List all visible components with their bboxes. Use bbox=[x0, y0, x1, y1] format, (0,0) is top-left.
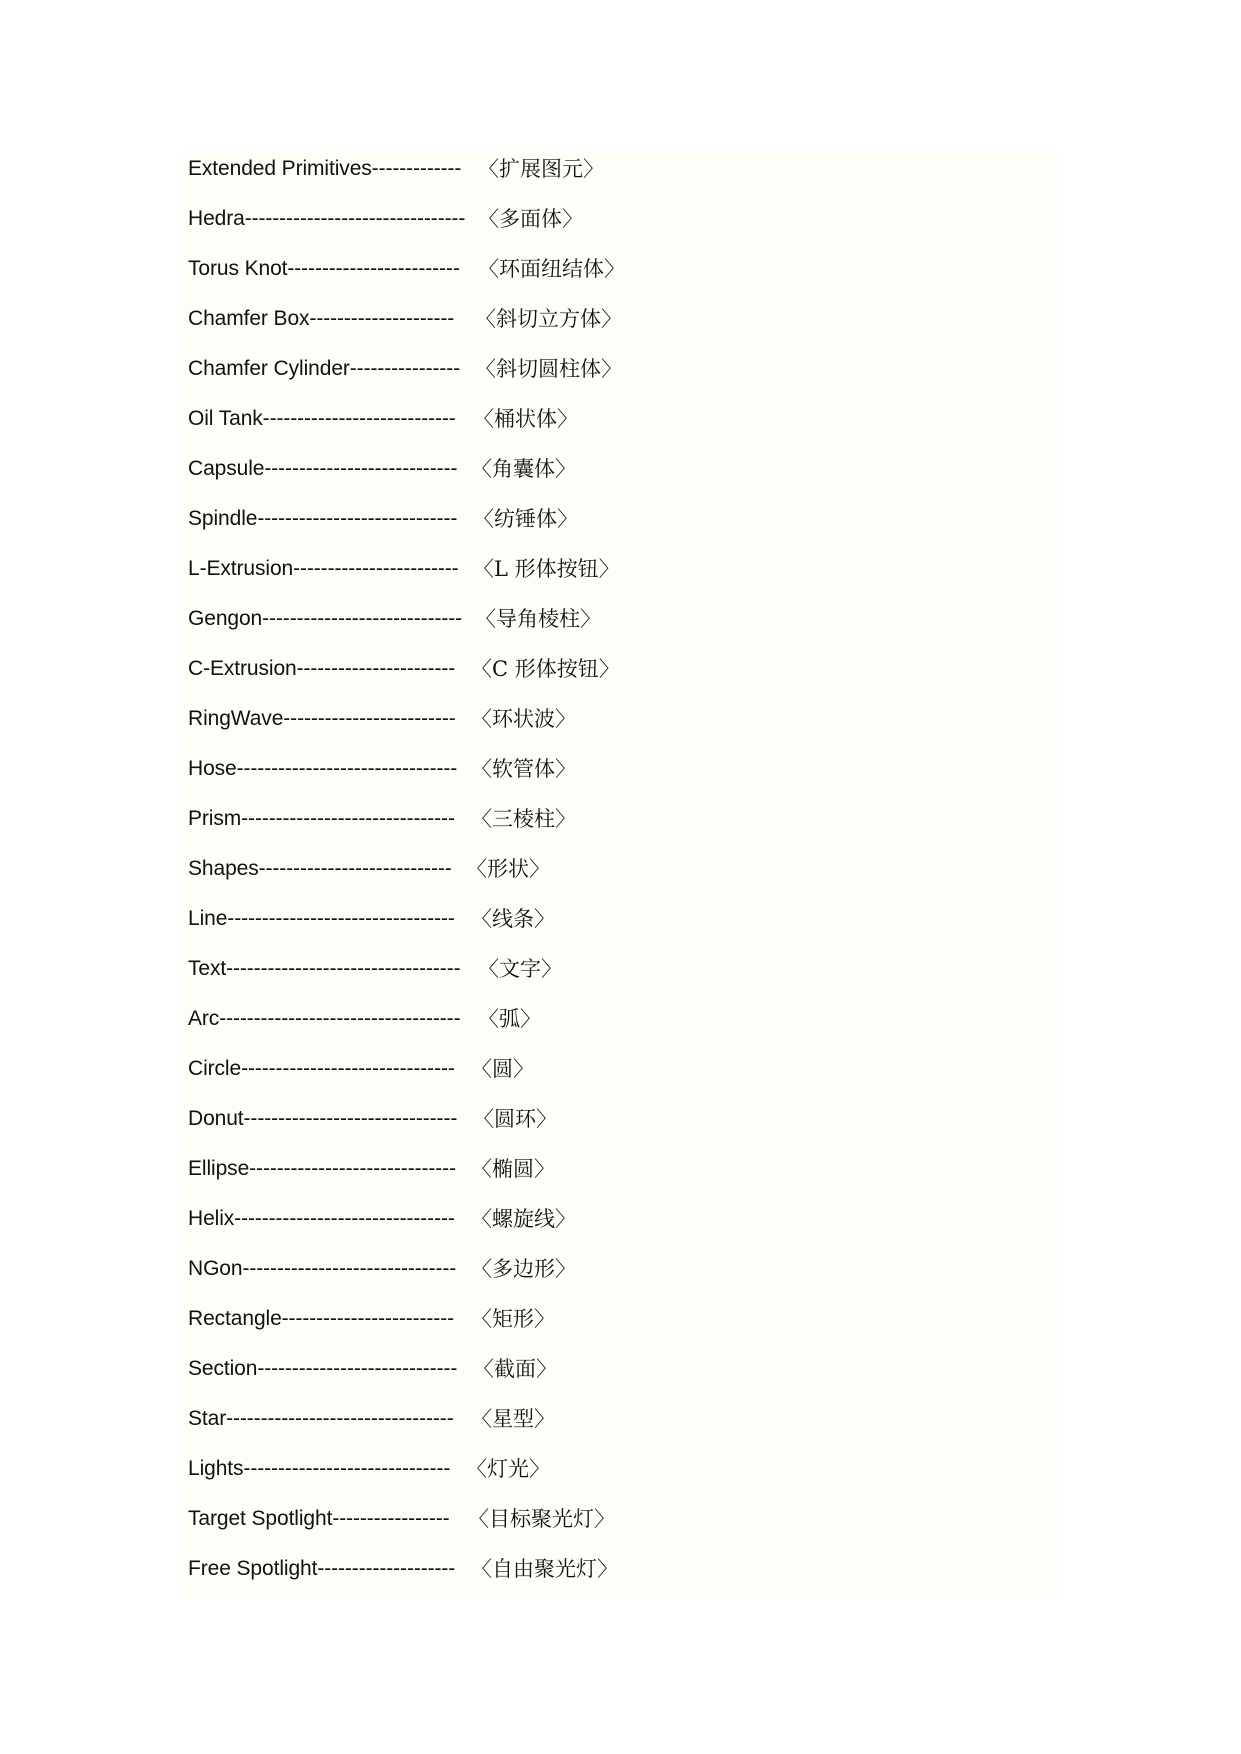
entry-translation: 〈目标聚光灯〉 bbox=[468, 1507, 615, 1531]
entry-term: Chamfer Cylinder---------------- bbox=[188, 357, 461, 380]
entry-term: L-Extrusion------------------------ bbox=[188, 557, 459, 580]
list-item bbox=[188, 1202, 576, 1236]
list-item bbox=[188, 552, 620, 586]
list-item bbox=[188, 1402, 555, 1436]
entry-translation: 〈灯光〉 bbox=[466, 1457, 550, 1481]
list-item bbox=[188, 1102, 557, 1136]
entry-translation: 〈线条〉 bbox=[471, 907, 555, 931]
entry-term: RingWave------------------------- bbox=[188, 707, 456, 730]
entry-term: Line--------------------------------- bbox=[188, 907, 455, 930]
list-item bbox=[188, 402, 578, 436]
entry-translation: 〈三棱柱〉 bbox=[471, 807, 576, 831]
entry-translation: 〈椭圆〉 bbox=[471, 1157, 555, 1181]
entry-term: Star--------------------------------- bbox=[188, 1407, 454, 1430]
entry-translation: 〈多边形〉 bbox=[471, 1257, 576, 1281]
list-item bbox=[188, 1502, 615, 1536]
entry-term: NGon------------------------------- bbox=[188, 1257, 457, 1280]
list-item bbox=[188, 1152, 555, 1186]
entry-translation: 〈扩展图元〉 bbox=[478, 157, 604, 181]
list-item bbox=[188, 152, 604, 186]
entry-translation: 〈矩形〉 bbox=[471, 1307, 555, 1331]
entry-translation: 〈纺锤体〉 bbox=[473, 507, 578, 531]
entry-translation: 〈螺旋线〉 bbox=[471, 1207, 576, 1231]
entry-term: Torus Knot------------------------- bbox=[188, 257, 460, 280]
entry-translation: 〈环面纽结体〉 bbox=[478, 257, 625, 281]
entry-term: Free Spotlight-------------------- bbox=[188, 1557, 456, 1580]
entry-term: Donut------------------------------- bbox=[188, 1107, 458, 1130]
entry-term: Helix-------------------------------- bbox=[188, 1207, 455, 1230]
entry-term: Prism------------------------------- bbox=[188, 807, 455, 830]
list-item bbox=[188, 452, 576, 486]
list-item bbox=[188, 202, 583, 236]
entry-translation: 〈截面〉 bbox=[473, 1357, 557, 1381]
entry-term: Capsule---------------------------- bbox=[188, 457, 458, 480]
list-item bbox=[188, 652, 620, 686]
list-item bbox=[188, 252, 625, 286]
entry-term: Spindle----------------------------- bbox=[188, 507, 458, 530]
entry-term: Shapes---------------------------- bbox=[188, 857, 452, 880]
entry-translation: 〈文字〉 bbox=[478, 957, 562, 981]
list-item bbox=[188, 1052, 534, 1086]
entry-translation: 〈导角棱柱〉 bbox=[475, 607, 601, 631]
list-item bbox=[188, 1302, 555, 1336]
list-item bbox=[188, 1002, 541, 1036]
list-item bbox=[188, 1552, 618, 1586]
list-item bbox=[188, 902, 555, 936]
entry-translation: 〈斜切立方体〉 bbox=[475, 307, 622, 331]
list-item bbox=[188, 502, 578, 536]
entry-term: Section----------------------------- bbox=[188, 1357, 458, 1380]
entry-translation: 〈角囊体〉 bbox=[471, 457, 576, 481]
entry-translation: 〈圆环〉 bbox=[473, 1107, 557, 1131]
entry-translation: 〈自由聚光灯〉 bbox=[471, 1557, 618, 1581]
entry-term: Rectangle------------------------- bbox=[188, 1307, 454, 1330]
entry-term: Arc----------------------------------- bbox=[188, 1007, 461, 1030]
list-item bbox=[188, 802, 576, 836]
entry-translation: 〈弧〉 bbox=[478, 1007, 541, 1031]
entry-term: Ellipse------------------------------ bbox=[188, 1157, 456, 1180]
entry-term: Lights------------------------------ bbox=[188, 1457, 451, 1480]
entry-term: Text---------------------------------- bbox=[188, 957, 461, 980]
entry-translation: 〈圆〉 bbox=[471, 1057, 534, 1081]
entry-term: Hose-------------------------------- bbox=[188, 757, 458, 780]
list-item bbox=[188, 852, 550, 886]
entry-translation: 〈多面体〉 bbox=[478, 207, 583, 231]
entry-term: Chamfer Box--------------------- bbox=[188, 307, 455, 330]
list-item bbox=[188, 1452, 550, 1486]
list-item bbox=[188, 952, 562, 986]
list-item bbox=[188, 752, 576, 786]
entry-term: Hedra-------------------------------- bbox=[188, 207, 466, 230]
entry-translation: 〈C 形体按钮〉 bbox=[471, 657, 620, 681]
list-item bbox=[188, 302, 622, 336]
entry-term: Target Spotlight----------------- bbox=[188, 1507, 450, 1530]
entry-term: Extended Primitives------------- bbox=[188, 157, 462, 180]
entry-translation: 〈桶状体〉 bbox=[473, 407, 578, 431]
entry-translation: 〈星型〉 bbox=[471, 1407, 555, 1431]
list-item bbox=[188, 702, 576, 736]
entry-translation: 〈软管体〉 bbox=[471, 757, 576, 781]
list-item bbox=[188, 352, 622, 386]
entry-translation: 〈环状波〉 bbox=[471, 707, 576, 731]
list-item bbox=[188, 1352, 557, 1386]
list-item bbox=[188, 1252, 576, 1286]
entry-term: C-Extrusion----------------------- bbox=[188, 657, 456, 680]
entry-term: Circle------------------------------- bbox=[188, 1057, 455, 1080]
entry-term: Gengon----------------------------- bbox=[188, 607, 463, 630]
entry-translation: 〈斜切圆柱体〉 bbox=[475, 357, 622, 381]
list-item bbox=[188, 602, 601, 636]
entry-translation: 〈L 形体按钮〉 bbox=[473, 557, 620, 581]
entry-translation: 〈形状〉 bbox=[466, 857, 550, 881]
entry-term: Oil Tank---------------------------- bbox=[188, 407, 456, 430]
